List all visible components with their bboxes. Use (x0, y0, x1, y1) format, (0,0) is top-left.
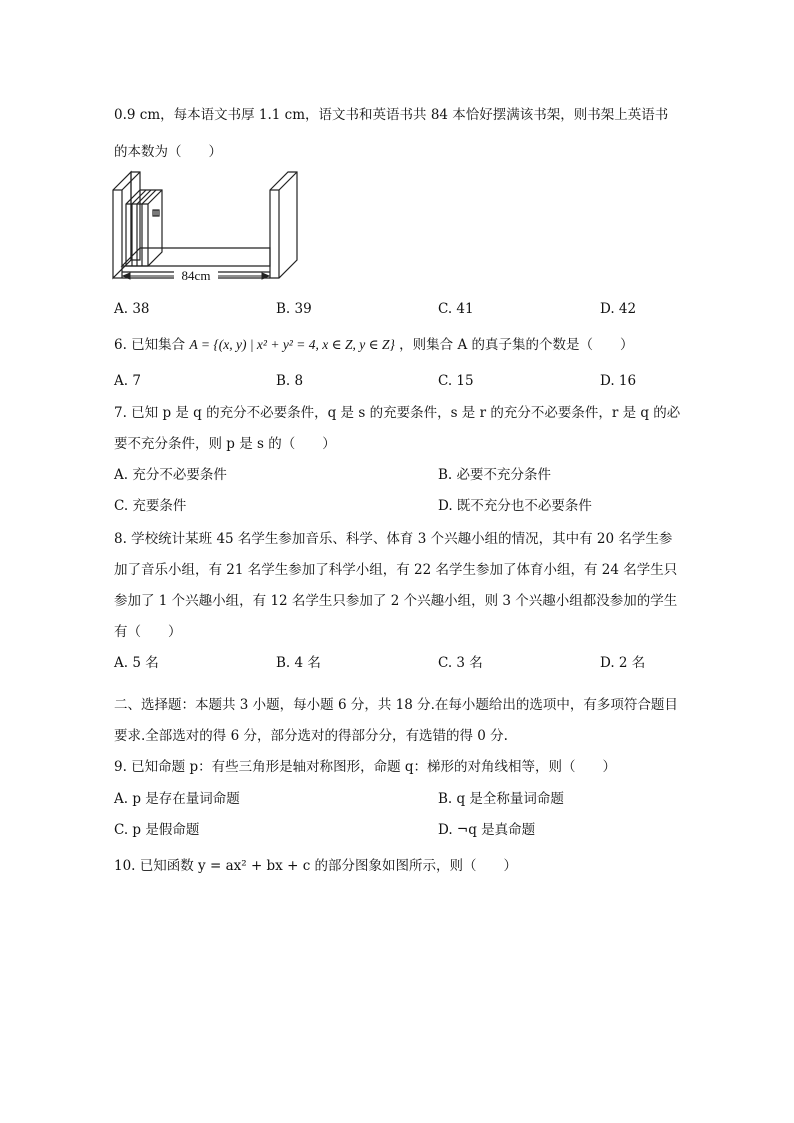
q7-option-c: C. 充要条件 (114, 498, 187, 514)
q5-option-a: A. 38 (114, 301, 150, 317)
q5-option-c: C. 41 (438, 301, 474, 317)
dimension-label: 84cm (181, 268, 211, 283)
q7-line-2: 要不充分条件，则 p 是 s 的（ ） (114, 436, 336, 452)
q7-option-d: D. 既不充分也不必要条件 (438, 498, 592, 514)
q8-line-4: 有（ ） (114, 624, 182, 640)
q8-option-c: C. 3 名 (438, 655, 483, 671)
q8-line-3: 参加了 1 个兴趣小组，有 12 名学生只参加了 2 个兴趣小组，则 3 个兴趣小组都没参加的学生 (114, 593, 678, 609)
bookshelf-figure (110, 168, 305, 286)
q8-option-b: B. 4 名 (276, 655, 321, 671)
q5-line-1: 0.9 cm，每本语文书厚 1.1 cm，语文书和英语书共 84 本恰好摆满该书架，则书架上英语书 (114, 107, 669, 123)
q9-option-d: D. ¬q 是真命题 (438, 822, 536, 838)
q6-option-b: B. 8 (276, 373, 304, 389)
q6-option-d: D. 16 (600, 373, 637, 389)
q6-suffix: ，则集合 A 的真子集的个数是（ ） (399, 337, 634, 353)
q6-option-a: A. 7 (114, 373, 141, 389)
section-2-heading-line-1: 二、选择题：本题共 3 小题，每小题 6 分，共 18 分.在每小题给出的选项中，有多项符合题目 (114, 697, 678, 713)
q5-option-b: B. 39 (276, 301, 312, 317)
q6-set-expression: A = {(x, y) | x² + y² = 4, x ∈ Z, y ∈ Z} (189, 337, 395, 352)
q6-option-c: C. 15 (438, 373, 474, 389)
q10-stem: 10. 已知函数 y = ax² + bx + c 的部分图象如图所示，则（ ） (114, 858, 518, 874)
q9-option-c: C. p 是假命题 (114, 822, 200, 838)
q7-option-a: A. 充分不必要条件 (114, 467, 227, 483)
q9-option-b: B. q 是全称量词命题 (438, 791, 564, 807)
section-2-heading-line-2: 要求.全部选对的得 6 分，部分选对的得部分分，有选错的得 0 分. (114, 728, 508, 744)
q5-line-2: 的本数为（ ） (114, 144, 222, 160)
q9-stem: 9. 已知命题 p：有些三角形是轴对称图形，命题 q：梯形的对角线相等，则（ ） (114, 759, 617, 775)
q6-stem (114, 336, 634, 354)
q7-option-b: B. 必要不充分条件 (438, 467, 552, 483)
q6-prefix: 6. 已知集合 (114, 337, 186, 353)
q8-option-a: A. 5 名 (114, 655, 159, 671)
q5-option-d: D. 42 (600, 301, 637, 317)
q8-line-1: 8. 学校统计某班 45 名学生参加音乐、科学、体育 3 个兴趣小组的情况，其中有 20 名学生参 (114, 531, 673, 547)
bookshelf-diagram (110, 168, 305, 286)
q9-option-a: A. p 是存在量词命题 (114, 791, 240, 807)
q8-option-d: D. 2 名 (600, 655, 646, 671)
q8-line-2: 加了音乐小组，有 21 名学生参加了科学小组，有 22 名学生参加了体育小组，有 24 名学生只 (114, 562, 678, 578)
q7-line-1: 7. 已知 p 是 q 的充分不必要条件，q 是 s 的充要条件，s 是 r 的充分不必要条件，r 是 q 的必 (114, 405, 681, 421)
